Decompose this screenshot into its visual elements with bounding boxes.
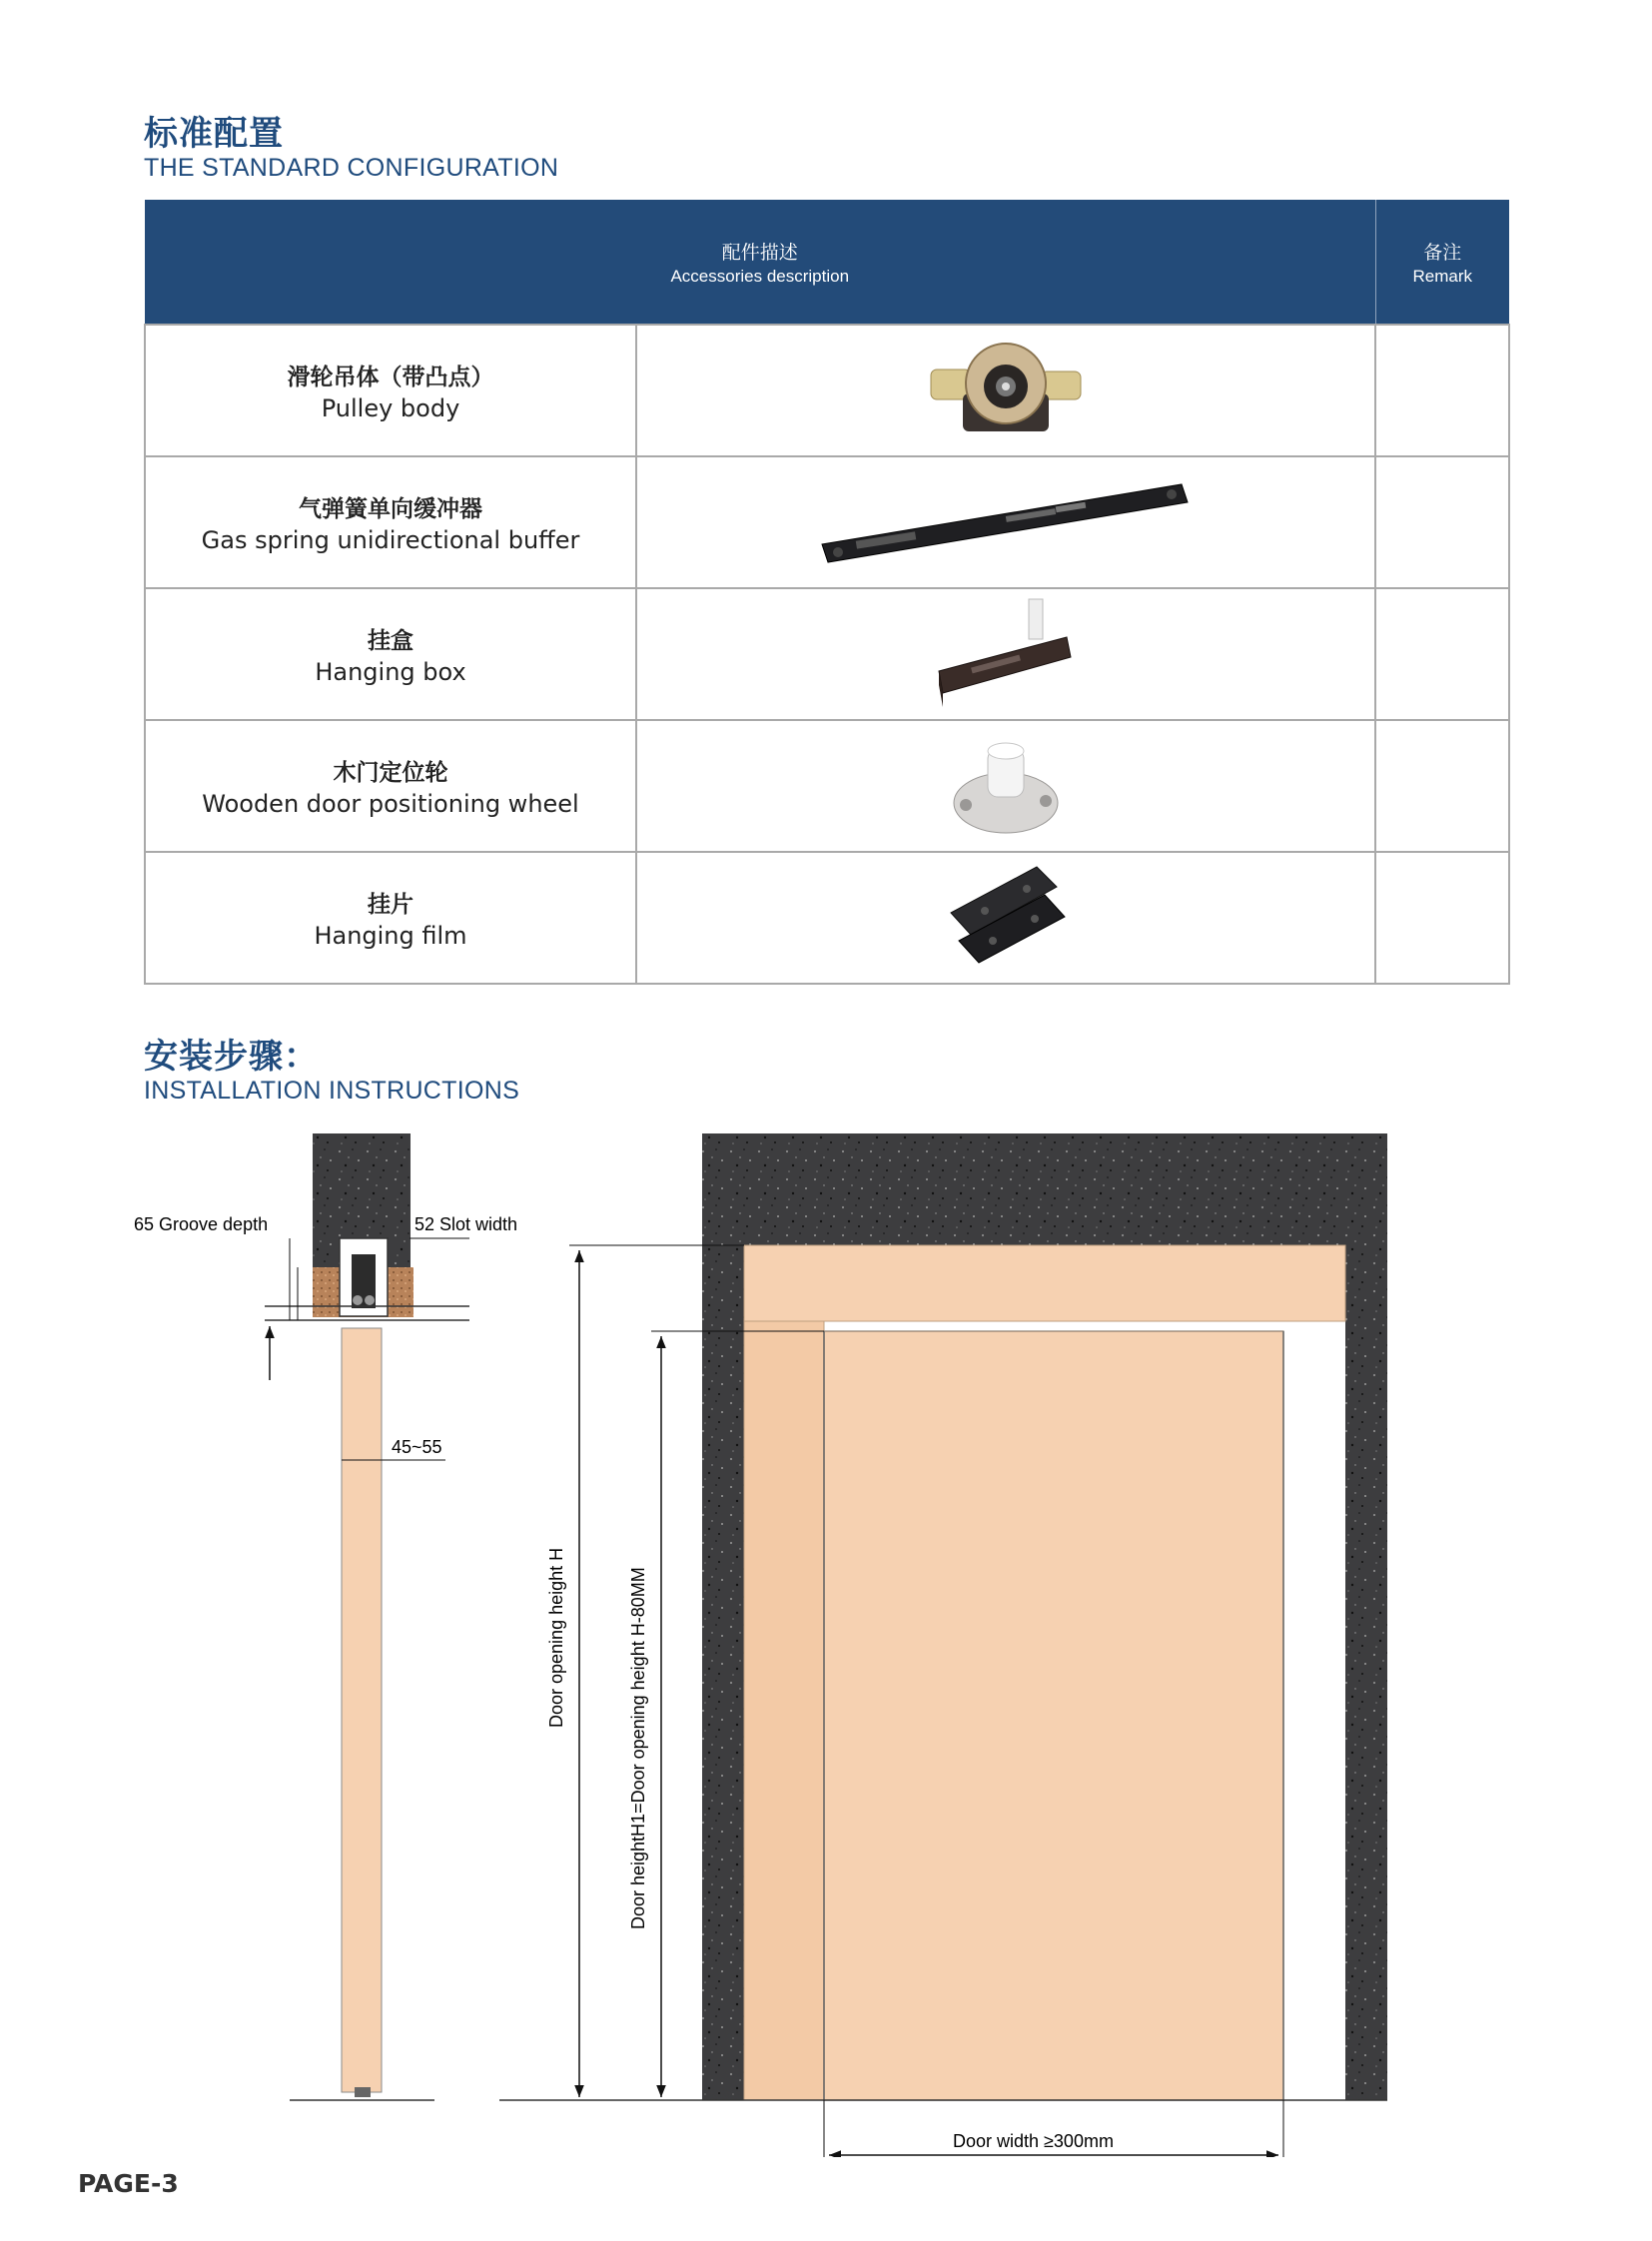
header-accessories-description [145, 200, 1375, 325]
page-number: PAGE-3 [78, 2169, 179, 2198]
hanging-film-icon [941, 859, 1071, 977]
wall-right [1345, 1133, 1387, 2100]
row-name-cell [145, 456, 636, 588]
table-row [145, 720, 1509, 852]
header-wood-board [744, 1245, 1345, 1321]
row-name-cell [145, 325, 636, 456]
row-name-cell [145, 852, 636, 984]
slot-width-label: 52 Slot width [414, 1214, 518, 1234]
table-row [145, 325, 1509, 456]
groove-wood-edge [313, 1267, 338, 1317]
opening-height-label: Door opening height H [546, 1547, 566, 1728]
row-name-en: Gas spring unidirectional buffer [201, 526, 580, 554]
header-desc-en: Accessories description [670, 266, 850, 286]
header-remark-cn: 备注 [1423, 241, 1462, 264]
installation-title-en: INSTALLATION INSTRUCTIONS [144, 1077, 520, 1105]
row-image-cell [636, 325, 1375, 456]
row-name-cell [145, 588, 636, 720]
row-remark-cell [1375, 456, 1509, 588]
sliding-door-panel [824, 1331, 1283, 2100]
row-image-cell [636, 852, 1375, 984]
hanging-box-icon [931, 595, 1081, 713]
table-row [145, 588, 1509, 720]
row-name-cn: 挂盒 [368, 628, 413, 654]
gas-spring-buffer-icon [816, 476, 1196, 568]
positioning-wheel-icon [946, 731, 1066, 841]
section-title-cn: 标准配置 [144, 114, 284, 154]
table-header-row [145, 200, 1509, 325]
row-name-cn: 木门定位轮 [333, 760, 448, 786]
row-remark-cell [1375, 588, 1509, 720]
door-width-label: Door width ≥300mm [953, 2131, 1114, 2151]
row-name-cn: 挂片 [368, 892, 413, 918]
section-title-en: THE STANDARD CONFIGURATION [144, 154, 559, 182]
installation-title-cn: 安装步骤： [144, 1037, 319, 1077]
row-remark-cell [1375, 852, 1509, 984]
table-row [145, 456, 1509, 588]
wall-left [702, 1133, 744, 2100]
row-image-cell [636, 720, 1375, 852]
door-thickness-label: 45~55 [392, 1437, 442, 1457]
wall-lintel [702, 1133, 1387, 1245]
door-panel-section [342, 1328, 382, 2092]
row-name-en: Hanging film [314, 922, 467, 950]
pulley-body-icon [921, 332, 1091, 449]
installation-diagram [0, 1119, 1652, 2157]
row-name-en: Hanging box [315, 658, 466, 686]
row-image-cell [636, 588, 1375, 720]
jamb-board [744, 1321, 824, 2100]
row-remark-cell [1375, 325, 1509, 456]
configuration-table [144, 200, 1510, 985]
row-remark-cell [1375, 720, 1509, 852]
groove-depth-label: 65 Groove depth [134, 1214, 269, 1234]
row-name-cell [145, 720, 636, 852]
header-remark-en: Remark [1412, 266, 1473, 286]
header-desc-cn: 配件描述 [721, 241, 798, 264]
table-row [145, 852, 1509, 984]
row-name-en: Pulley body [321, 394, 460, 422]
row-image-cell [636, 456, 1375, 588]
row-name-en: Wooden door positioning wheel [202, 790, 579, 818]
door-height-label: Door heightH1=Door opening height H-80MM [628, 1567, 648, 1929]
header-remark [1375, 200, 1509, 325]
row-name-cn: 滑轮吊体（带凸点） [287, 365, 494, 390]
row-name-cn: 气弹簧单向缓冲器 [299, 496, 482, 522]
